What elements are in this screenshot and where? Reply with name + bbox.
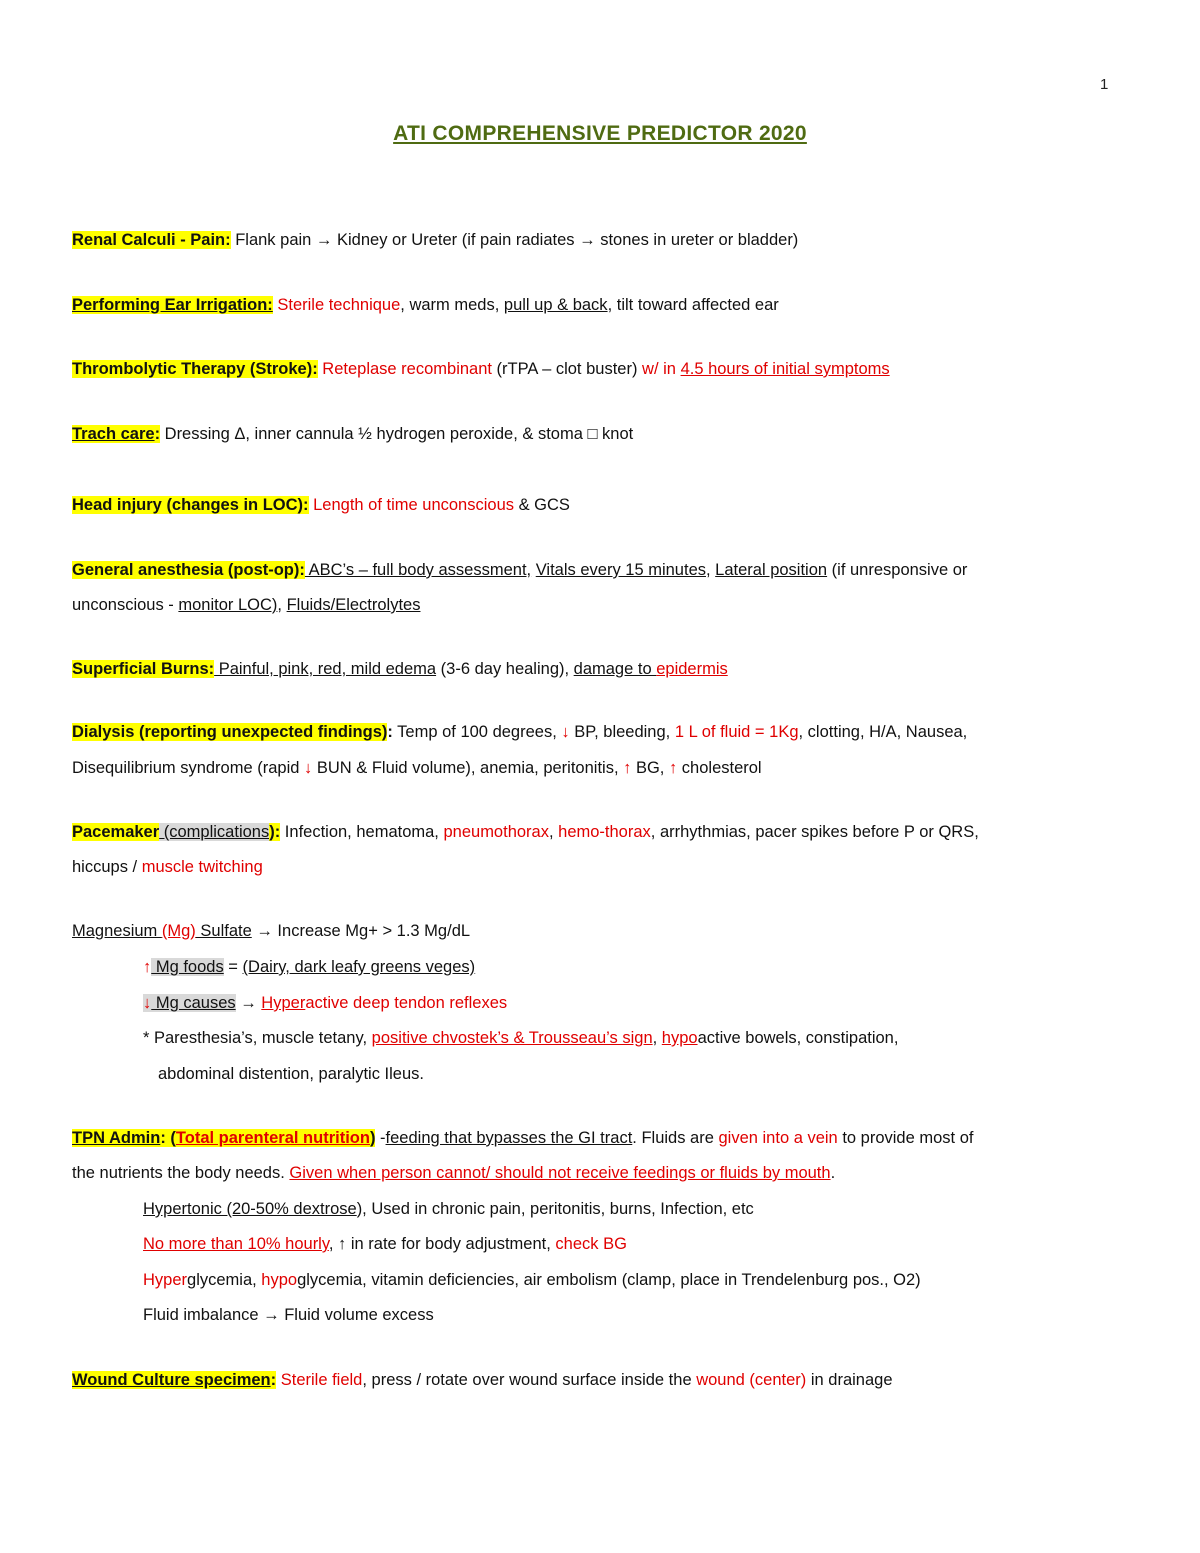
dialysis-line-2: Disequilibrium syndrome (rapid ↓ BUN & Fluid volume), anemia, peritonitis, ↑ BG, ↑ cholesterol: [72, 759, 762, 777]
head-injury-label: Head injury (changes in LOC):: [72, 496, 309, 514]
wound-culture-line: Wound Culture specimen: Sterile field, press / rotate over wound surface inside the wound (center) in drainage: [72, 1371, 893, 1389]
complications-tag: (complications: [159, 823, 270, 841]
pacemaker-label: Pacemaker: [72, 823, 160, 841]
dialysis-label: Dialysis (reporting unexpected findings): [72, 723, 388, 741]
length-unconscious: Length of time unconscious: [308, 496, 514, 514]
mg-foods-line: ↑ Mg foods = (Dairy, dark leafy greens veges): [143, 958, 476, 976]
wound-culture-label: Wound Culture specimen:: [72, 1371, 277, 1389]
tpn-label: TPN Admin: (Total parenteral nutrition): [72, 1129, 376, 1147]
mg-symptoms-line-1: * Paresthesia’s, muscle tetany, positive chvostek’s & Trousseau’s sign, hypoactive bowels, constipation,: [143, 1029, 899, 1047]
document-title: ATI COMPREHENSIVE PREDICTOR 2020: [393, 122, 807, 145]
renal-calculi-text: Flank pain → Kidney or Ureter (if pain radiates → stones in ureter or bladder): [230, 231, 799, 249]
mg-causes-line: ↓ Mg causes → Hyperactive deep tendon reflexes: [143, 994, 508, 1012]
tpn-rate-line: No more than 10% hourly, ↑ in rate for body adjustment, check BG: [143, 1235, 627, 1253]
magnesium-line: Magnesium (Mg) Sulfate → Increase Mg+ > 1.3 Mg/dL: [72, 922, 471, 940]
trach-care-label: Trach care:: [72, 425, 161, 443]
pull-up-back: pull up & back: [503, 296, 608, 314]
pacemaker-line-2: hiccups / muscle twitching: [72, 858, 263, 876]
mg-symptoms-line-2: abdominal distention, paralytic Ileus.: [158, 1065, 424, 1083]
thrombolytic-line: Thrombolytic Therapy (Stroke): Reteplase recombinant (rTPA – clot buster) w/ in 4.5 hours of initial symptoms: [72, 360, 890, 378]
burns-label: Superficial Burns:: [72, 660, 215, 678]
anesthesia-label: General anesthesia (post-op):: [72, 561, 305, 579]
burns-line: Superficial Burns: Painful, pink, red, mild edema (3-6 day healing), damage to epidermis: [72, 660, 728, 678]
trach-care-line: [72, 425, 633, 444]
page-number: 1: [1100, 76, 1109, 93]
pacemaker-line-1: Pacemaker (complications): Infection, hematoma, pneumothorax, hemo-thorax, arrhythmias, pacer spikes before P or QRS,: [72, 823, 979, 841]
dialysis-line-1: Dialysis (reporting unexpected findings): Temp of 100 degrees, ↓ BP, bleeding, 1 L of fluid = 1Kg, clotting, H/A, Nausea,: [72, 723, 968, 741]
tpn-line-2: the nutrients the body needs. Given when person cannot/ should not receive feedings or fluids by mouth.: [72, 1164, 836, 1182]
renal-calculi-line: [72, 231, 798, 250]
sterile-technique: Sterile technique: [277, 296, 401, 314]
ear-irrigation-label: Performing Ear Irrigation:: [72, 296, 273, 314]
ear-irrigation-line: Performing Ear Irrigation: Sterile technique, warm meds, pull up & back, tilt toward affected ear: [72, 296, 779, 314]
trach-care-text: Dressing Δ, inner cannula ½ hydrogen peroxide, & stoma □ knot: [160, 425, 634, 443]
reteplase: Reteplase recombinant: [317, 360, 492, 378]
anesthesia-line-1: General anesthesia (post-op): ABC’s – full body assessment, Vitals every 15 minutes, Lateral position (if unresponsive or: [72, 561, 968, 579]
down-arrow-icon: ↓: [143, 994, 152, 1012]
renal-calculi-label: Renal Calculi - Pain:: [72, 231, 231, 249]
up-arrow-icon: ↑: [143, 958, 152, 976]
anesthesia-line-2: unconscious - monitor LOC), Fluids/Electrolytes: [72, 596, 421, 614]
tpn-glycemia-line: Hyperglycemia, hypoglycemia, vitamin deficiencies, air embolism (clamp, place in Trendelenburg pos., O2): [143, 1271, 921, 1289]
head-injury-line: Head injury (changes in LOC): Length of time unconscious & GCS: [72, 496, 570, 514]
tpn-fluid-line: Fluid imbalance → Fluid volume excess: [143, 1306, 434, 1324]
time-window: 4.5 hours of initial symptoms: [680, 360, 890, 378]
thrombolytic-label: Thrombolytic Therapy (Stroke):: [72, 360, 318, 378]
tpn-hypertonic-line: Hypertonic (20-50% dextrose), Used in chronic pain, peritonitis, burns, Infection, etc: [143, 1200, 754, 1218]
tpn-line-1: TPN Admin: (Total parenteral nutrition) -feeding that bypasses the GI tract. Fluids are given into a vein to provide most of: [72, 1129, 974, 1147]
